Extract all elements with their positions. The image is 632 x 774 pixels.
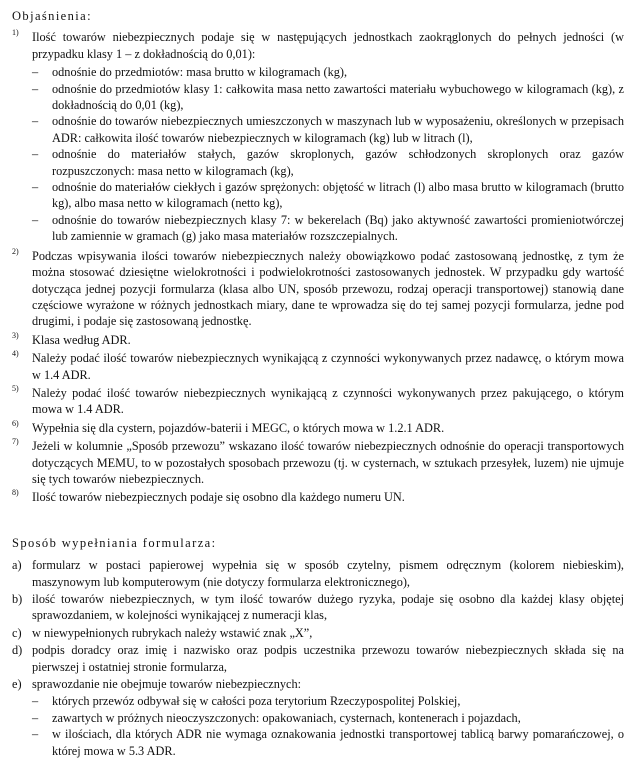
footnote-text: Ilość towarów niebezpiecznych podaje się w następujących jednostkach zaokrąglonych do pełnych jedności (w przypadku klasy 1 – z dokładnością do 0,01):: [32, 30, 624, 61]
instructions-heading: Sposób wypełniania formularza:: [12, 535, 217, 550]
footnote-number: 3): [12, 330, 19, 340]
footnote-number: 5): [12, 383, 19, 393]
explanations-heading: Objaśnienia:: [12, 9, 92, 23]
footnote-text: Wypełnia się dla cystern, pojazdów-baterii i MEGC, o których mowa w 1.2.1 ADR.: [32, 420, 445, 435]
document-page: [12, 8, 624, 759]
instruction-sub-item: – których przewóz odbywał się w całości poza terytorium Rzeczypospolitej Polskiej,: [32, 694, 461, 709]
footnote-6: [12, 420, 624, 436]
footnote-7: [12, 438, 624, 487]
footnote-8: [12, 489, 624, 505]
footnote-1: [12, 29, 624, 62]
footnote-5: [12, 385, 624, 418]
footnote-number: 1): [12, 28, 19, 38]
footnote-2: [12, 248, 624, 330]
footnote-1-dash-item: – odnośnie do przedmiotów klasy 1: całkowita masa netto zawartości materiału wybuchowego w kilogramach (kg), z dokładnością do 0,01 (kg),: [32, 81, 624, 113]
section-spacer: [12, 508, 624, 535]
footnote-number: 4): [12, 349, 19, 359]
footnote-text: Należy podać ilość towarów niebezpiecznych wynikającą z czynności wykonywanych przez pakującego, o którym mowa w 1.4 ADR.: [32, 385, 624, 417]
footnote-number: 2): [12, 246, 19, 256]
footnote-1-dash-item: – odnośnie do towarów niebezpiecznych umieszczonych w maszynach lub w wyposażeniu, określonych w przepisach ADR: całkowita ilość towarów niebezpiecznych w kilogramach (kg) lub w litrach (l),: [32, 114, 624, 145]
footnote-number: 6): [12, 418, 19, 428]
footnote-3: [12, 332, 624, 348]
footnote-text: Jeżeli w kolumnie „Sposób przewozu” wskazano ilość towarów niebezpiecznych odnośnie do operacji transportowych dotyczących MEMU, to w pozostałych sposobach przewozu (tj. w cysternach, w sztukach przesyłek, luzem) nie ujmuje się tych towarów niebezpiecznych.: [32, 439, 624, 486]
instruction-sub-item: – zawartych w próżnych nieoczyszczonych: opakowaniach, cysternach, kontenerach i pojazdach,: [32, 710, 521, 725]
footnote-1-dash-item: – odnośnie do materiałów ciekłych i gazów sprężonych: objętość w litrach (l) albo masa brutto w kilogramach (brutto kg), albo masa netto w kilogramach (netto kg),: [32, 180, 624, 211]
footnote-text: Ilość towarów niebezpiecznych podaje się osobno dla każdego numeru UN.: [32, 490, 405, 505]
footnote-1-dash-item: – odnośnie do towarów niebezpiecznych klasy 7: w bekerelach (Bq) jako aktywność zawartości promieniotwórczej lub zamiennie w gramach (g) jako masa materiałów rozszczepialnych.: [32, 212, 624, 244]
footnote-text: Podczas wpisywania ilości towarów niebezpiecznych należy obowiązkowo podać zastosowaną jednostkę, z tym że można stosować dziesiętne wielokrotności i podwielokrotności zastosowanych jednostek. W przypadku gdy wartość dotycząca jednej pozycji formularza (klasa albo UN, sposób przewozu, rodzaj operacji transportowej) stanowią dane częściowe wyrażone w różnych jednostkach miary, dane te wprowadza się do tej samej pozycji formularza, jedne pod drugimi, i podaje się zastosowaną jednostkę.: [32, 248, 624, 329]
footnote-number: 8): [12, 488, 19, 498]
footnote-1-dash-item: – odnośnie do materiałów stałych, gazów skroplonych, gazów schłodzonych skroplonych oraz gazów rozpuszczonych: masa netto w kilogramach (kg),: [32, 147, 624, 178]
instruction-item-b: b) ilość towarów niebezpiecznych, w tym ilość towarów dużego ryzyka, podaje się osobno dla każdej klasy objętej sprawozdaniem, w kolejności wynikającej z numeracji klas,: [12, 592, 624, 623]
footnote-4: [12, 350, 624, 383]
instruction-item-d: d) podpis doradcy oraz imię i nazwisko oraz podpis uczestnika przewozu towarów niebezpiecznych składa się na pierwszej i ostatniej stronie formularza,: [12, 643, 624, 674]
footnote-1-dash-item: – odnośnie do przedmiotów: masa brutto w kilogramach (kg),: [32, 65, 348, 80]
footnote-text: Należy podać ilość towarów niebezpiecznych wynikającą z czynności wykonywanych przez nadawcę, o którym mowa w 1.4 ADR.: [32, 351, 624, 382]
instruction-sub-item: – w ilościach, dla których ADR nie wymaga oznakowania jednostki transportowej tablicą barwy pomarańczowej, o której mowa w 5.3 ADR.: [32, 727, 624, 758]
instruction-item-e: e) sprawozdanie nie obejmuje towarów niebezpiecznych:: [12, 677, 302, 692]
footnote-text: Klasa według ADR.: [32, 332, 131, 347]
instruction-item-c: c) w niewypełnionych rubrykach należy wstawić znak „X”,: [12, 625, 313, 640]
footnote-number: 7): [12, 437, 19, 447]
instruction-item-a: a) formularz w postaci papierowej wypełnia się w sposób czytelny, pismem odręcznym (kolorem niebieskim), maszynowym lub komputerowym (nie dotyczy formularza elektronicznego),: [12, 558, 624, 589]
